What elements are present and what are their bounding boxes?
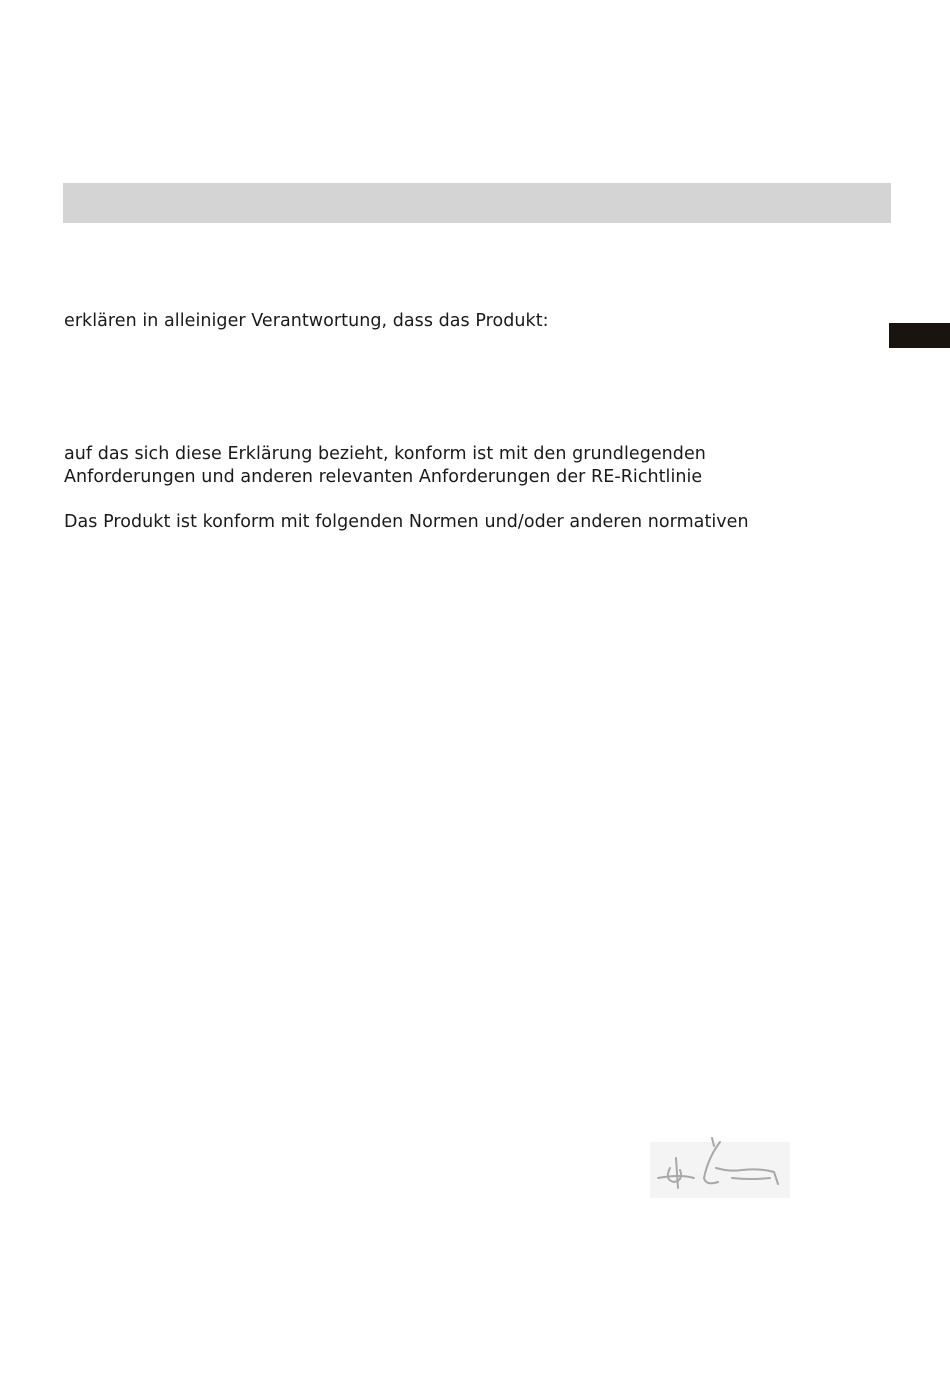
- conformity-statement: [64, 443, 706, 489]
- standards-statement: Das Produkt ist konform mit folgenden Normen und/oder anderen normativen: [64, 512, 749, 532]
- declaration-intro: erklären in alleiniger Verantwortung, dass das Produkt:: [64, 311, 549, 331]
- section-header-band: [63, 183, 891, 223]
- signature-icon: [650, 1128, 790, 1198]
- conformity-line-2: Anforderungen und anderen relevanten Anforderungen der RE-Richtlinie: [64, 467, 703, 487]
- language-tab-marker: [889, 323, 950, 348]
- conformity-line-1: auf das sich diese Erklärung bezieht, konform ist mit den grundlegenden: [64, 444, 706, 464]
